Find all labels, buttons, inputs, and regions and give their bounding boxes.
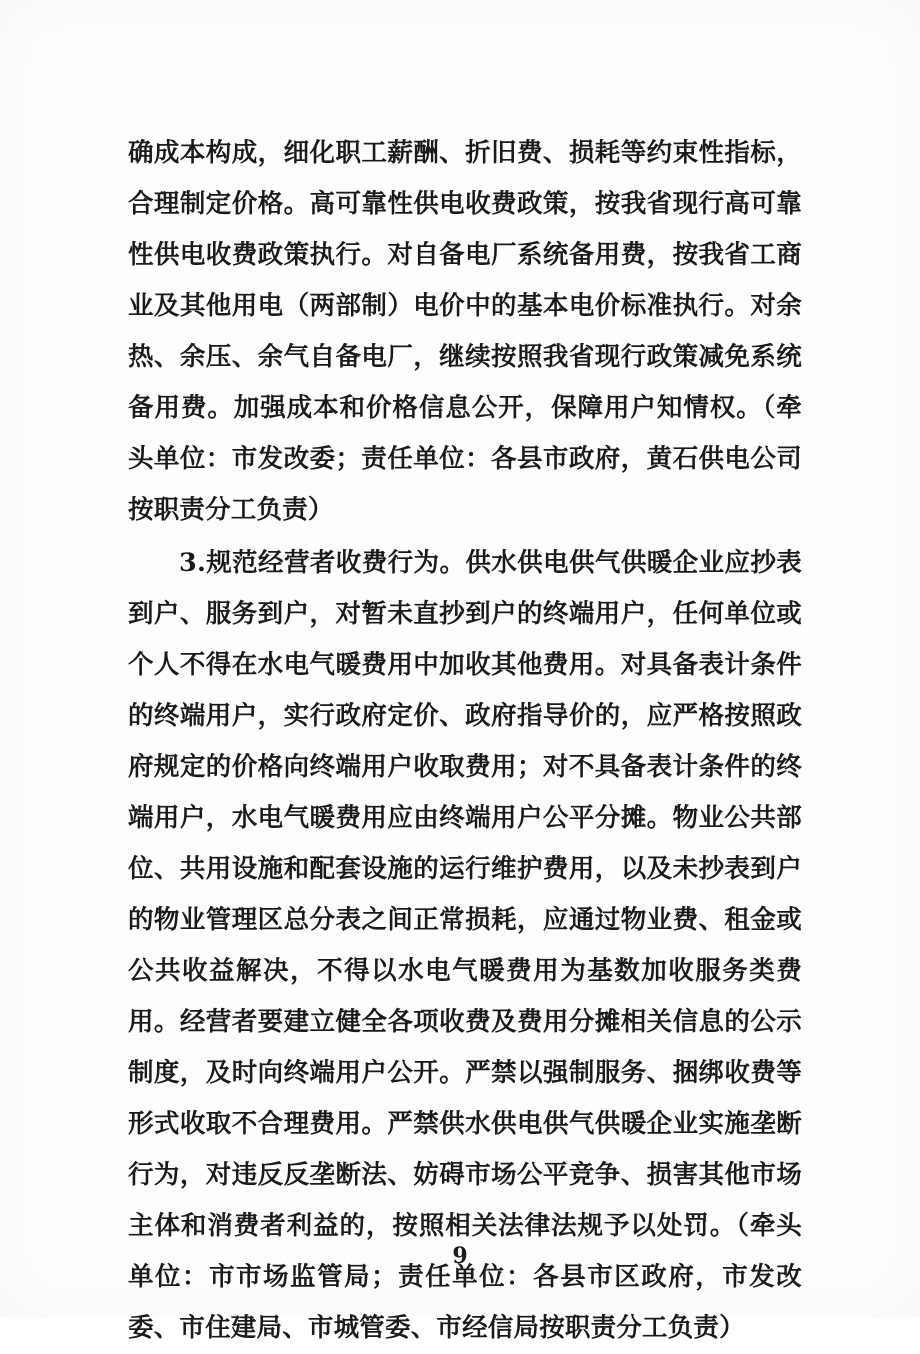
paragraph-2: 3.规范经营者收费行为。供水供电供气供暖企业应抄表到户、服务到户，对暂未直抄到户的终端用户，任何单位或个人不得在水电气暖费用中加收其他费用。对具备表计条件的终端用户，实行政府定价、政府指导价的，应严格按照政府规定的价格向终端用户收取费用；对不具备表计条件的终端用户，水电气暖费用应由终端用户公平分摊。物业公共部位、共用设施和配套设施的运行维护费用，以及未抄表到户的物业管理区总分表之间正常损耗，应通过物业费、租金或公共收益解决，不得以水电气暖费用为基数加收服务类费用。经营者要建立健全各项收费及费用分摊相关信息的公示制度，及时向终端用户公开。严禁以强制服务、捆绑收费等形式收取不合理费用。严禁供水供电供气供暖企业实施垄断行为，对违反反垄断法、妨碍市场公平竞争、损害其他市场主体和消费者利益的，按照相关法律法规予以处罚。（牵头单位：市市场监管局；责任单位：各县市区政府，市发改委、市住建局、市城管委、市经信局按职责分工负责） — [128, 548, 802, 1343]
page-number: 9 — [452, 1243, 468, 1269]
paragraph-1: 确成本构成，细化职工薪酬、折旧费、损耗等约束性指标，合理制定价格。高可靠性供电收费政策，按我省现行高可靠性供电收费政策执行。对自备电厂系统备用费，按我省工商业及其他用电（两部制）电价中的基本电价标准执行。对余热、余压、余气自备电厂，继续按照我省现行政策减免系统备用费。加强成本和价格信息公开，保障用户知情权。（牵头单位：市发改委；责任单位：各县市政府，黄石供电公司按职责分工负责） — [128, 138, 802, 525]
document-body — [128, 128, 802, 1354]
